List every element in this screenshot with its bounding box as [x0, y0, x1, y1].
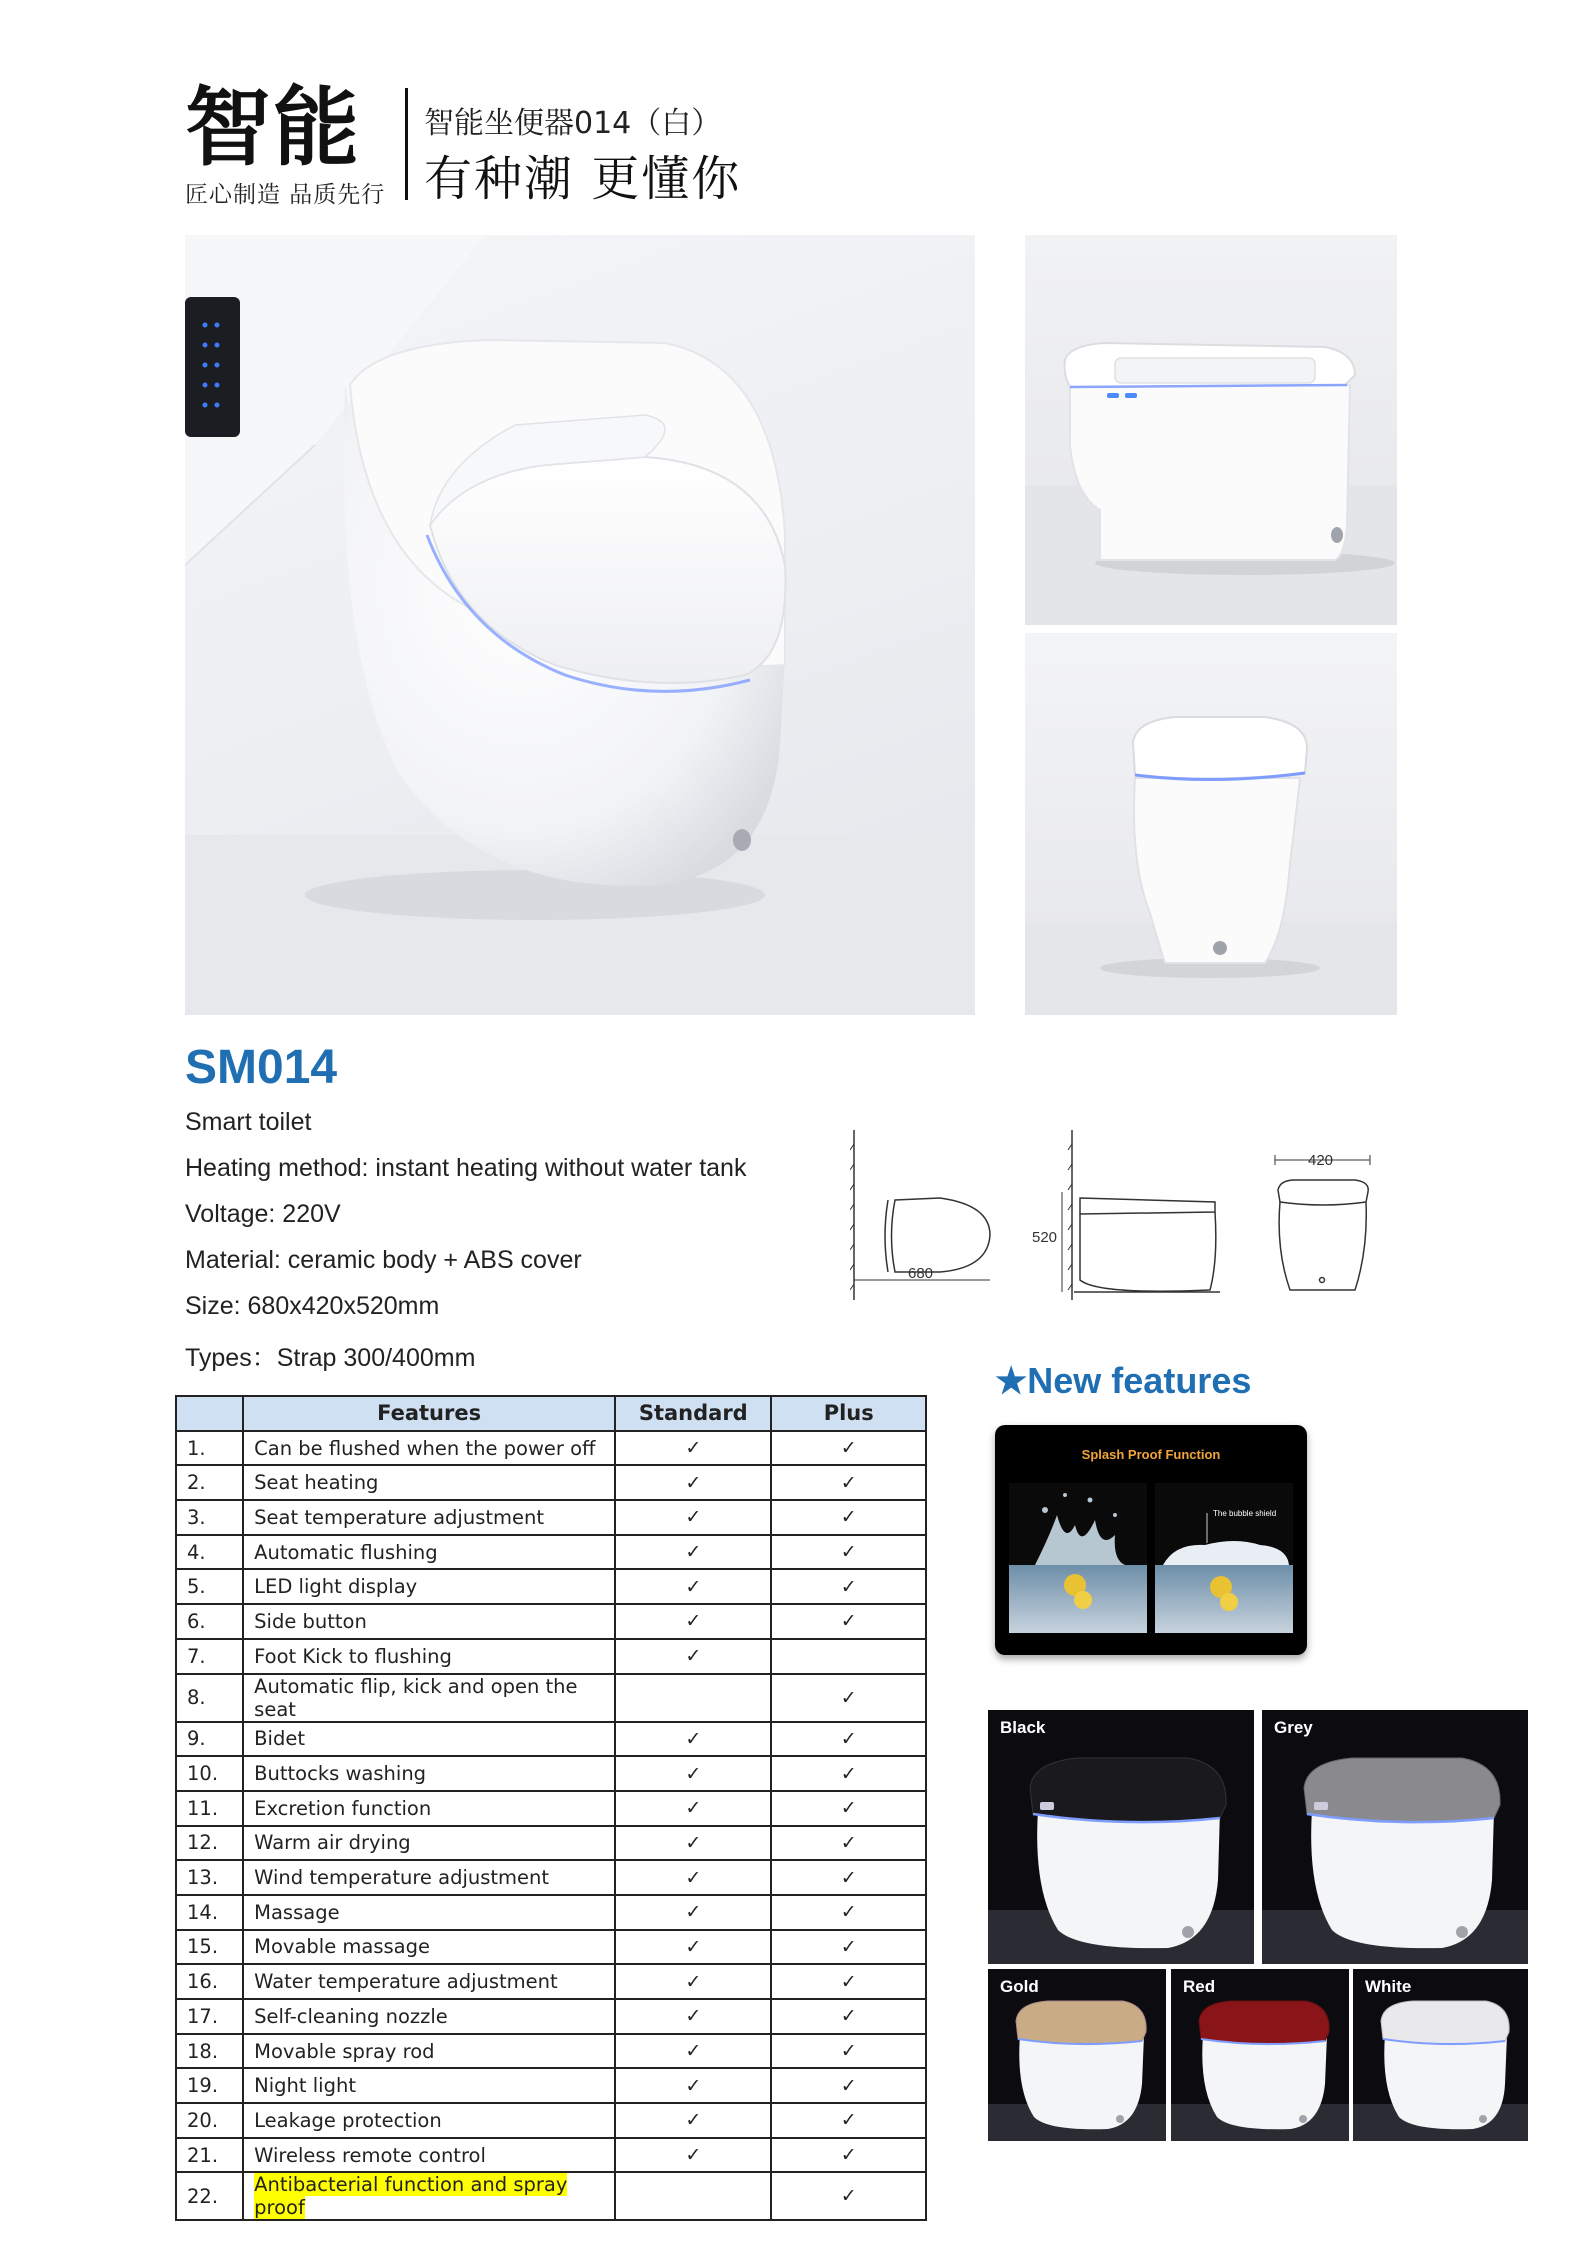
feature-number: 20.: [176, 2103, 243, 2138]
feature-number: 4.: [176, 1535, 243, 1570]
feature-name: Movable massage: [243, 1930, 615, 1965]
plus-check: ✓: [771, 1722, 926, 1757]
color-label-white: White: [1365, 1977, 1412, 1996]
toilet-black-image: [988, 1710, 1254, 1964]
color-label-red: Red: [1183, 1977, 1216, 1996]
feature-number: 6.: [176, 1604, 243, 1639]
table-row: [176, 2172, 926, 2220]
product-line-title: 智能坐便器014（白）: [424, 106, 722, 141]
standard-check: ✓: [615, 1465, 771, 1500]
plus-check: ✓: [771, 2034, 926, 2069]
standard-check: ✓: [615, 1964, 771, 1999]
plus-check: ✓: [771, 1826, 926, 1861]
table-row: [176, 1500, 926, 1535]
plus-check: ✓: [771, 2068, 926, 2103]
feature-name: Automatic flushing: [243, 1535, 615, 1570]
standard-check: ✓: [615, 1895, 771, 1930]
plus-check: ✓: [771, 2172, 926, 2220]
plus-check: ✓: [771, 2138, 926, 2173]
spec-line: Size: 680x420x520mm: [185, 1292, 440, 1320]
feature-number: 10.: [176, 1756, 243, 1791]
plus-check: ✓: [771, 1860, 926, 1895]
standard-check: ✓: [615, 2068, 771, 2103]
color-label-black: Black: [1000, 1718, 1046, 1737]
table-row: [176, 2103, 926, 2138]
feature-number: 13.: [176, 1860, 243, 1895]
plus-check: ✓: [771, 2103, 926, 2138]
col-header-number: [176, 1396, 243, 1431]
standard-check: ✓: [615, 1860, 771, 1895]
toilet-grey-image: [1262, 1710, 1528, 1964]
features-table: [175, 1395, 927, 2221]
feature-name: Can be flushed when the power off: [243, 1431, 615, 1466]
feature-number: 3.: [176, 1500, 243, 1535]
table-row: [176, 1604, 926, 1639]
feature-name: [243, 2172, 615, 2220]
feature-name: Wind temperature adjustment: [243, 1860, 615, 1895]
feature-name: Movable spray rod: [243, 2034, 615, 2069]
table-row: [176, 1895, 926, 1930]
feature-name: Bidet: [243, 1722, 615, 1757]
feature-name: Self-cleaning nozzle: [243, 1999, 615, 2034]
spec-line: Heating method: instant heating without water tank: [185, 1154, 747, 1182]
color-variant-red: [1171, 1969, 1349, 2141]
feature-name: Water temperature adjustment: [243, 1964, 615, 1999]
feature-number: 15.: [176, 1930, 243, 1965]
feature-number: 12.: [176, 1826, 243, 1861]
plus-check: ✓: [771, 1569, 926, 1604]
header-divider: [405, 88, 408, 200]
plus-check: ✓: [771, 1674, 926, 1722]
dim-height: 520: [1032, 1229, 1058, 1246]
spec-line: Material: ceramic body + ABS cover: [185, 1246, 582, 1274]
brand-tagline: 匠心制造 品质先行: [185, 182, 386, 208]
standard-check: [615, 2172, 771, 2220]
col-header-standard: Standard: [615, 1396, 771, 1431]
plus-check: ✓: [771, 1999, 926, 2034]
standard-check: ✓: [615, 1791, 771, 1826]
feature-number: 19.: [176, 2068, 243, 2103]
feature-number: 8.: [176, 1674, 243, 1722]
color-variant-grey: [1262, 1710, 1528, 1964]
table-row: [176, 1756, 926, 1791]
table-row: [176, 1639, 926, 1674]
standard-check: ✓: [615, 1826, 771, 1861]
standard-check: ✓: [615, 1500, 771, 1535]
plus-check: ✓: [771, 1604, 926, 1639]
standard-check: ✓: [615, 1535, 771, 1570]
feature-number: 22.: [176, 2172, 243, 2220]
table-row: [176, 1791, 926, 1826]
table-row: [176, 1930, 926, 1965]
plus-check: ✓: [771, 1930, 926, 1965]
spec-line: Voltage: 220V: [185, 1200, 341, 1228]
feature-number: 1.: [176, 1431, 243, 1466]
feature-number: 2.: [176, 1465, 243, 1500]
model-number: SM014: [185, 1041, 338, 1094]
plus-check: ✓: [771, 1465, 926, 1500]
feature-number: 5.: [176, 1569, 243, 1604]
color-variant-gold: [988, 1969, 1166, 2141]
table-header-row: [176, 1396, 926, 1431]
main-product-photo: [185, 235, 975, 1015]
plus-check: [771, 1639, 926, 1674]
standard-check: ✓: [615, 1431, 771, 1466]
table-row: [176, 1431, 926, 1466]
table-row: [176, 2138, 926, 2173]
spec-line: Types：Strap 300/400mm: [185, 1344, 476, 1372]
plus-check: ✓: [771, 1535, 926, 1570]
standard-check: [615, 1674, 771, 1722]
table-row: [176, 1569, 926, 1604]
highlighted-feature-text: Antibacterial function and spray proof: [254, 2173, 568, 2220]
table-row: [176, 1860, 926, 1895]
feature-number: 16.: [176, 1964, 243, 1999]
feature-number: 11.: [176, 1791, 243, 1826]
plus-check: ✓: [771, 1500, 926, 1535]
feature-name: Seat temperature adjustment: [243, 1500, 615, 1535]
feature-name: Wireless remote control: [243, 2138, 615, 2173]
plus-check: ✓: [771, 1964, 926, 1999]
feature-name: Buttocks washing: [243, 1756, 615, 1791]
feature-number: 17.: [176, 1999, 243, 2034]
plus-check: ✓: [771, 1756, 926, 1791]
standard-check: ✓: [615, 1999, 771, 2034]
spec-line: Smart toilet: [185, 1108, 312, 1136]
feature-number: 21.: [176, 2138, 243, 2173]
standard-check: ✓: [615, 2138, 771, 2173]
slogan: 有种潮 更懂你: [424, 151, 742, 207]
table-row: [176, 1826, 926, 1861]
side-view-photo: [1025, 235, 1397, 625]
table-row: [176, 1964, 926, 1999]
color-variant-black: [988, 1710, 1254, 1964]
feature-name: Excretion function: [243, 1791, 615, 1826]
feature-number: 7.: [176, 1639, 243, 1674]
standard-check: ✓: [615, 1722, 771, 1757]
table-row: [176, 1535, 926, 1570]
feature-name: Automatic flip, kick and open the seat: [243, 1674, 615, 1722]
bubble-shield-label: The bubble shield: [1213, 1509, 1277, 1518]
plus-check: ✓: [771, 1791, 926, 1826]
feature-name: Warm air drying: [243, 1826, 615, 1861]
dim-width: 420: [1308, 1152, 1334, 1169]
dim-length: 680: [908, 1265, 934, 1282]
col-header-plus: Plus: [771, 1396, 926, 1431]
feature-name: Night light: [243, 2068, 615, 2103]
standard-check: ✓: [615, 2103, 771, 2138]
standard-check: ✓: [615, 1604, 771, 1639]
feature-name: Side button: [243, 1604, 615, 1639]
feature-name: Seat heating: [243, 1465, 615, 1500]
feature-name: Foot Kick to flushing: [243, 1639, 615, 1674]
standard-check: ✓: [615, 2034, 771, 2069]
standard-check: ✓: [615, 1569, 771, 1604]
color-label-gold: Gold: [1000, 1977, 1039, 1996]
feature-number: 18.: [176, 2034, 243, 2069]
splash-proof-panel: [995, 1425, 1307, 1655]
feature-name: Massage: [243, 1895, 615, 1930]
standard-check: ✓: [615, 1756, 771, 1791]
col-header-features: Features: [243, 1396, 615, 1431]
brand-logo: 智能: [185, 78, 361, 178]
table-row: [176, 1674, 926, 1722]
standard-check: ✓: [615, 1639, 771, 1674]
table-row: [176, 1465, 926, 1500]
feature-name: LED light display: [243, 1569, 615, 1604]
table-row: [176, 2034, 926, 2069]
table-row: [176, 2068, 926, 2103]
plus-check: ✓: [771, 1895, 926, 1930]
standard-check: ✓: [615, 1930, 771, 1965]
front-view-photo: [1025, 633, 1397, 1015]
color-variant-white: [1353, 1969, 1528, 2141]
color-label-grey: Grey: [1274, 1718, 1313, 1737]
feature-number: 14.: [176, 1895, 243, 1930]
table-row: [176, 1722, 926, 1757]
new-features-title: ★New features: [995, 1360, 1252, 1401]
plus-check: ✓: [771, 1431, 926, 1466]
feature-name: Leakage protection: [243, 2103, 615, 2138]
feature-number: 9.: [176, 1722, 243, 1757]
table-row: [176, 1999, 926, 2034]
splash-proof-title: Splash Proof Function: [1081, 1447, 1221, 1462]
dimension-drawings: [850, 1130, 1390, 1305]
